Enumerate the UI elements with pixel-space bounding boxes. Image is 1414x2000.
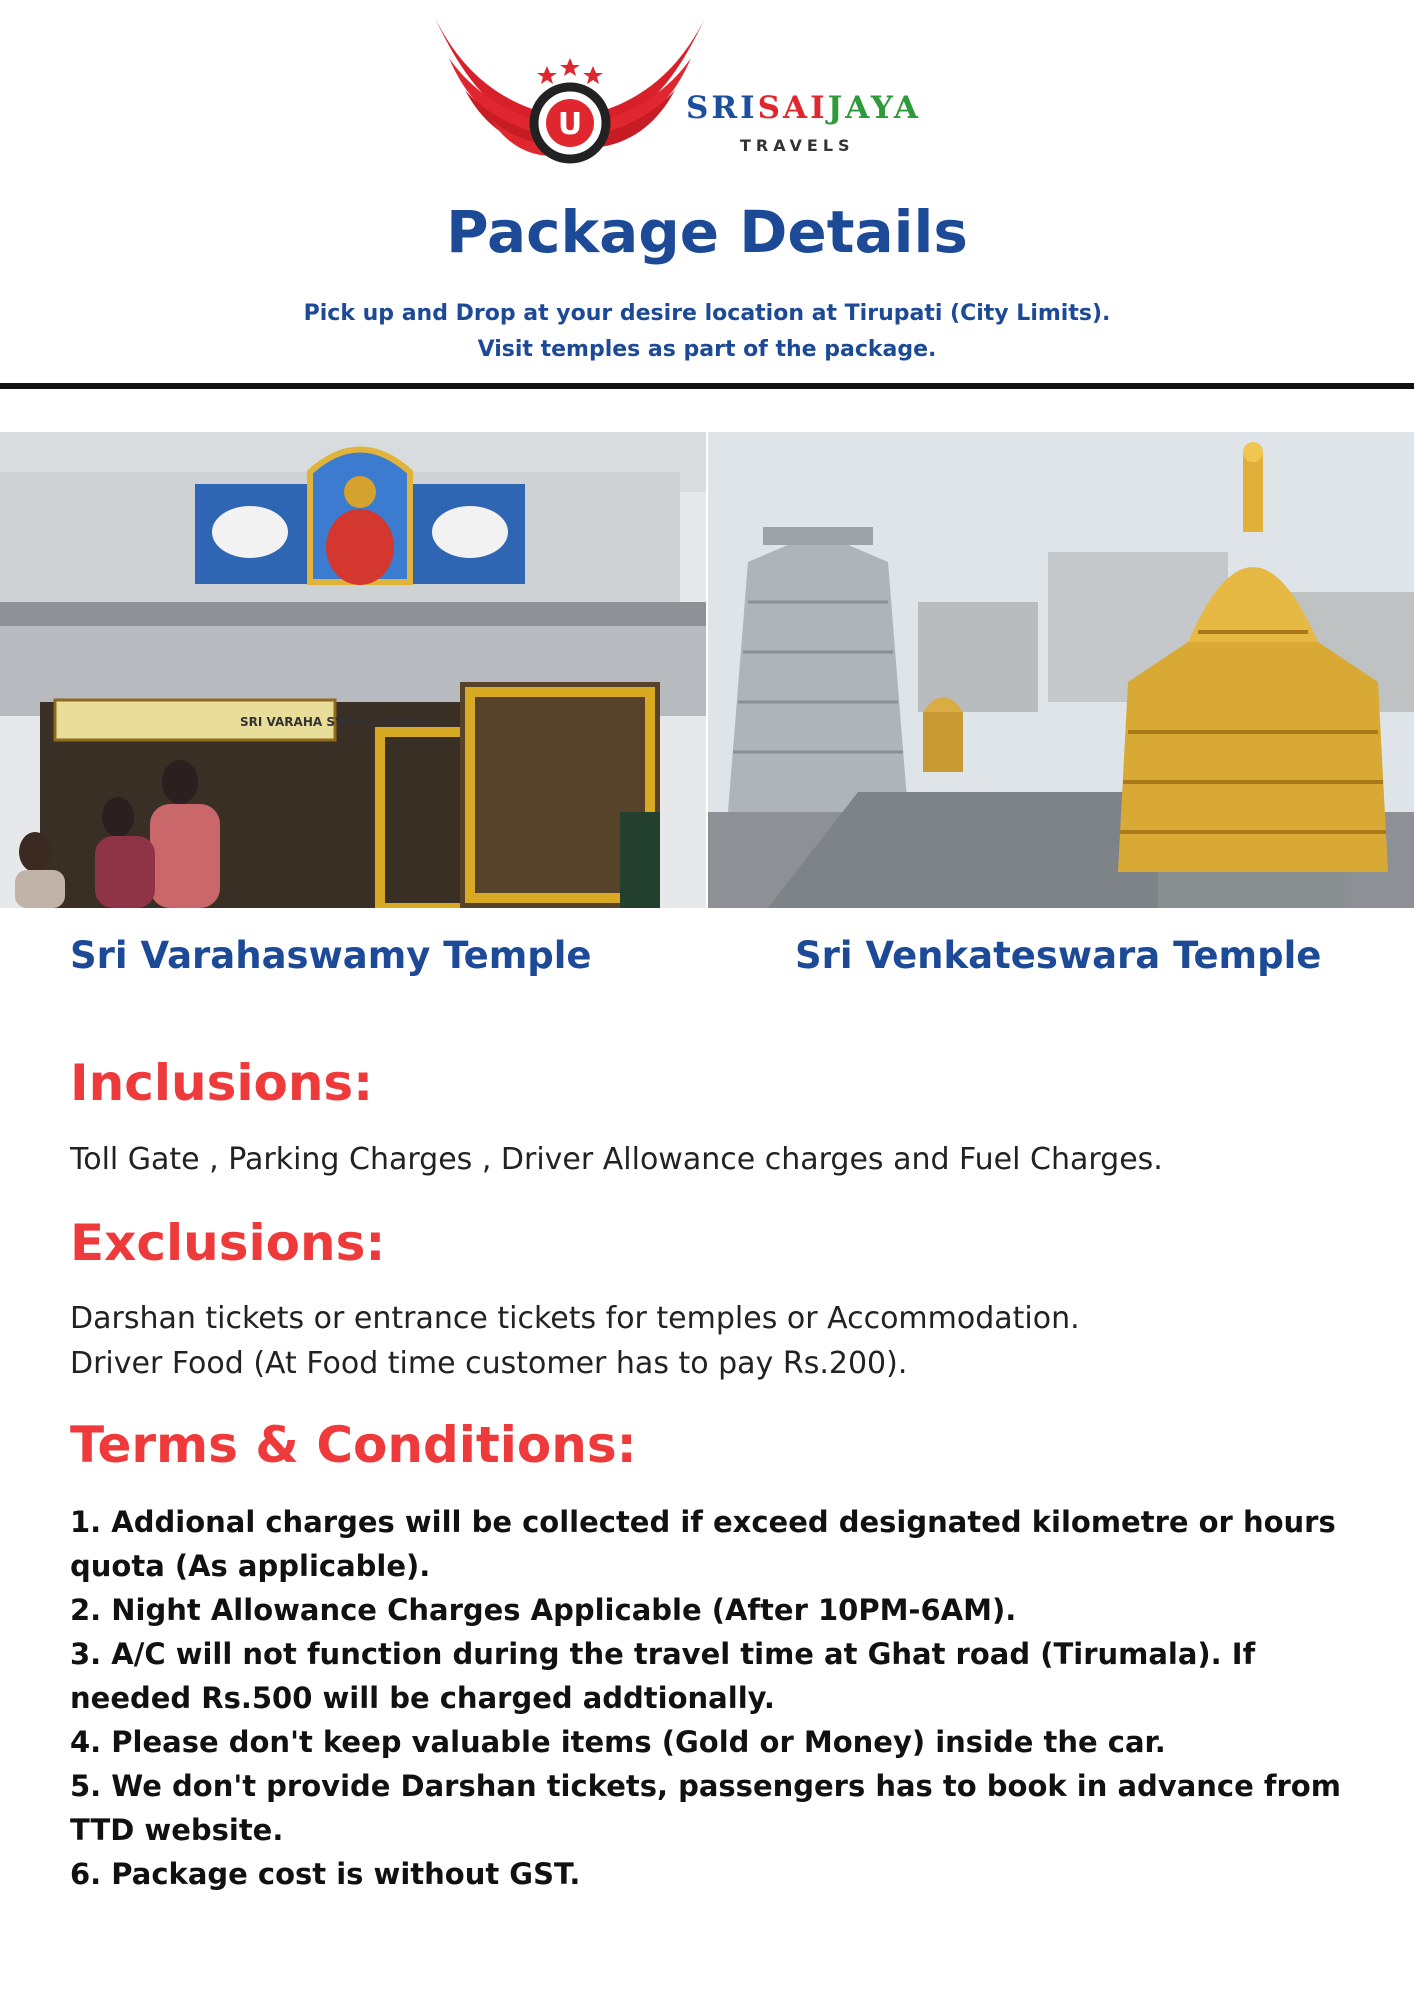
exclusion-line: Darshan tickets or entrance tickets for temples or Accommodation. [70,1301,1080,1336]
terms-list [70,1500,1350,1896]
brand-name-sai: SAI [757,90,828,126]
temple-caption-venkateswara: Sri Venkateswara Temple [795,934,1322,977]
emblem-circle-icon [534,87,606,159]
page-title: Package Details [446,198,968,266]
inclusions-text: Toll Gate , Parking Charges , Driver Allowance charges and Fuel Charges. [70,1142,1163,1177]
star-icons [537,58,603,84]
page-subtitle [0,296,1414,368]
brand-tagline: TRAVELS [740,136,855,155]
temple-sign-text: SRI VARAHA SWAMY TEMPLE [240,715,435,729]
terms-heading: Terms & Conditions: [70,1416,637,1474]
terms-line: quota (As applicable). [70,1549,431,1583]
terms-line: 1. Addional charges will be collected if exceed designated kilometre or hours [70,1505,1336,1539]
terms-line: needed Rs.500 will be charged addtionally. [70,1681,775,1715]
exclusions-text [70,1296,1080,1386]
venkateswara-temple-photo [708,432,1414,908]
inclusions-heading: Inclusions: [70,1054,374,1112]
terms-line: 3. A/C will not function during the travel time at Ghat road (Tirumala). If [70,1637,1256,1671]
varahaswamy-temple-photo [0,432,706,908]
subtitle-line: Pick up and Drop at your desire location at Tirupati (City Limits). [303,301,1111,326]
brand-name-sri: SRI [686,90,758,126]
terms-line: 5. We don't provide Darshan tickets, passengers has to book in advance from [70,1769,1341,1803]
brand-name-jaya: JAYA [827,90,921,126]
header-divider [0,383,1414,389]
exclusions-heading: Exclusions: [70,1214,386,1272]
terms-line: 2. Night Allowance Charges Applicable (After 10PM-6AM). [70,1593,1017,1627]
brand-name [686,90,921,126]
terms-line: 4. Please don't keep valuable items (Gold or Money) inside the car. [70,1725,1166,1759]
emblem-letter: U [557,107,583,142]
exclusion-line: Driver Food (At Food time customer has to pay Rs.200). [70,1346,908,1381]
terms-line: 6. Package cost is without GST. [70,1857,581,1891]
temple-caption-varahaswamy: Sri Varahaswamy Temple [70,934,592,977]
subtitle-line: Visit temples as part of the package. [477,337,937,362]
terms-line: TTD website. [70,1813,284,1847]
